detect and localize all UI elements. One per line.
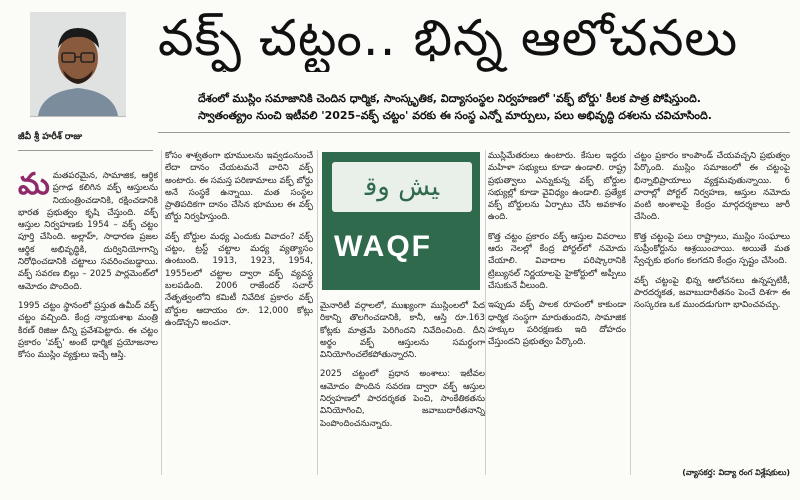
byline: జీవీ శ్రీ హరీశ్ రాజు <box>18 132 153 151</box>
dropcap: మ <box>18 170 50 202</box>
article-deck <box>198 90 788 124</box>
paragraph <box>18 170 158 293</box>
column-divider <box>317 150 318 475</box>
column-3 <box>320 300 485 480</box>
paragraph: మైనారిటీ వర్గాలలో, ముఖ్యంగా ముస్లింలలో పేద రికాన్ని తొలగించడానికి, కానీ, ఆస్తి రూ.163 కోట్లకు మాత్రమే పెరిగిందని నివేదించింది. దీని అర్థం వక్ఫ్ ఆస్తులను సమర్థంగా వినియోగించలేకపోతున్నారని. <box>320 301 485 361</box>
header-rule <box>158 132 790 133</box>
paragraph: 2025 చట్టంలో ప్రధాన అంశాలు: ఇటీవల ఆమోదం పొందిన సవరణ ద్వారా వక్ఫ్ ఆస్తుల నిర్వహణలో పారదర్శకత పెంచి, సాంకేతికతను వినియోగించి, జవాబుదారీతనాన్ని పెంపొందించనున్నారు. <box>320 369 485 429</box>
column-divider <box>630 150 631 475</box>
paragraph: కొత్త చట్టం ప్రకారం వక్ఫ్ ఆస్తుల వివరాలు ఆరు నెలల్లో కేంద్ర పోర్టల్‌లో నమోదు చేయాలి. వివాదాల పరిష్కారానికి ట్రిబ్యునల్ నిర్ణయాలపై హైకోర్టులో అప్పీలు చేసుకునే వీలుంది. <box>488 231 626 291</box>
paragraph: కోసం శాశ్వతంగా భూములను ఇవ్వడంనుంచే లేదా దానం చేయటమనే వారిని వక్ఫ్ అంటారు. ఈ సమస్త పరిణామాలు వక్ఫ్ బోర్డు అనే సంస్థకే ఉన్నాయి. మత సంస్థల ప్రాతిపదికగా దానం చేసిన భూముల ఈ వక్ఫ్ బోర్డు నిర్వహిస్తుంది. <box>165 151 313 223</box>
author-credit: (వ్యాసకర్త: విద్యా రంగ విశ్లేషకులు) <box>682 468 790 477</box>
column-divider <box>161 150 162 475</box>
paragraph: కొత్త చట్టంపై పలు రాష్ట్రాలు, ముస్లిం సంఘాలు సుప్రీంకోర్టును ఆశ్రయించాయి. అయితే మత స్వేచ్ఛకు భంగం కలగదని కేంద్రం స్పష్టం చేసింది. <box>634 231 790 267</box>
paragraph: 1995 చట్టం స్థానంలో ప్రస్తుత ఉమీద్ వక్ఫ్ చట్టం వచ్చింది. కేంద్ర న్యాయశాఖ మంత్రి కిరణ్ రిజిజు దీన్ని ప్రవేశపెట్టారు. ఈ చట్టం ప్రకారం 'వక్ఫ్' అంటే ధార్మిక ప్రయోజనాల కోసం ముస్లిం వ్యక్తులు ఇచ్చే ఆస్తి. <box>18 300 158 361</box>
waqf-sign-word: WAQF <box>334 230 432 263</box>
waqf-board-image <box>322 152 480 290</box>
deck-line: దేశంలో ముస్లిం సమాజానికి చెందిన ధార్మిక, సాంస్కృతిక, విద్యాసంస్థల నిర్వహణలో 'వక్ఫ్ బోర్డు' కీలక పాత్ర పోషిస్తుంది. <box>198 92 701 105</box>
deck-line: స్వాతంత్య్రం నుంచి ఇటీవలి '2025–వక్ఫ్ చట్టం' వరకు ఈ సంస్థ ఎన్నో మార్పులు, పలు అభివృద్ధి దశలను చవిచూసింది. <box>198 109 712 122</box>
paragraph: ఇప్పుడు వక్ఫ్ పాలక రూపంలో కాకుండా ధార్మిక సంస్థగా మారుతుందని, సామాజిక హక్కుల పరిరక్షణకు ఇది దోహదం చేస్తుందని ప్రభుత్వం పేర్కొంది. <box>488 300 626 348</box>
paragraph: చట్టం ప్రకారం కాంపౌండ్ చేయవచ్చని ప్రభుత్వం పేర్కొంది. ముస్లిం సమాజంలో ఈ చట్టంపై భిన్నాభిప్రాయాలు వ్యక్తమవుతున్నాయి. 6 వారాల్లో పోర్టల్ నిర్వహణ, ఆస్తుల నమోదు వంటి అంశాలపై కేంద్రం మార్గదర్శకాలు జారీ చేసింది. <box>634 151 790 223</box>
column-divider <box>485 150 486 475</box>
column-4 <box>488 150 626 480</box>
paragraph: వక్ఫ్ చట్టంపై భిన్న ఆలోచనలు ఉన్నప్పటికీ, పారదర్శకత, జవాబుదారీతనం పెంచే దిశగా ఈ సంస్కరణ ఒక ముందడుగుగా భావించవచ్చు. <box>634 275 790 311</box>
column-1 <box>18 170 158 500</box>
column-2 <box>165 150 313 480</box>
paragraph-text: మతపరమైన, సామాజిక, ఆర్థిక ప్రగాఢ కలిగిన వక్ఫ్ ఆస్తులను నియంత్రించడానికి, రక్షించడానికి భారత ప్రభుత్వం కృషి చేస్తుంది. వక్ఫ్ ఆస్తుల నిర్వహణకు 1954 – వక్ఫ్ చట్టం పూర్తి చేసింది. అల్లాహ్, సాధారణ ప్రజల ఆర్థిక అభివృద్ధికి, దుర్వినియోగాన్ని నిరోధించడానికి చట్టాలు సవరించబడ్డాయి. వక్ఫ్ సవరణ బిల్లు – 2025 పార్లమెంట్‌లో ఆమోదం పొందింది. <box>18 171 158 292</box>
waqf-sign-script: ﻴﺶ ﻭﻗ <box>332 162 472 212</box>
paragraph: ముస్లిమేతరులు ఉంటారు. కేసుల ఇద్దరు మహిళా సభ్యులు కూడా ఉండాలి. రాష్ట్ర ప్రభుత్వాలు ఎన్నుకున్న వక్ఫ్ బోర్డుల సభ్యుల్లో కూడా వైవిధ్యం ఉండాలి. ప్రత్యేక వక్ఫ్ బోర్డులను ఏర్పాటు చేసే అవకాశం ఉంది. <box>488 151 626 223</box>
author-photo <box>30 12 126 117</box>
paragraph: వక్ఫ్ బోర్డుల మధ్య ఎందుకు వివాదం? వక్ఫ్ చట్టం, ట్రస్ట్ చట్టాల మధ్య వ్యత్యాసం ఉంటుంది. 1913, 1923, 1954, 1955లలో చట్టాల ద్వారా వక్ఫ్ వ్యవస్థ బలపడింది. 2006 రాజేందర్ సచార్ నేతృత్వంలోని కమిటీ నివేదిక ప్రకారం వక్ఫ్ బోర్డుల ఆదాయం రూ. 12,000 కోట్లు ఉండొచ్చని అంచనా. <box>165 231 313 328</box>
headline: వక్ఫ్ చట్టం.. భిన్న ఆలోచనలు <box>158 9 739 67</box>
column-5 <box>634 150 790 480</box>
